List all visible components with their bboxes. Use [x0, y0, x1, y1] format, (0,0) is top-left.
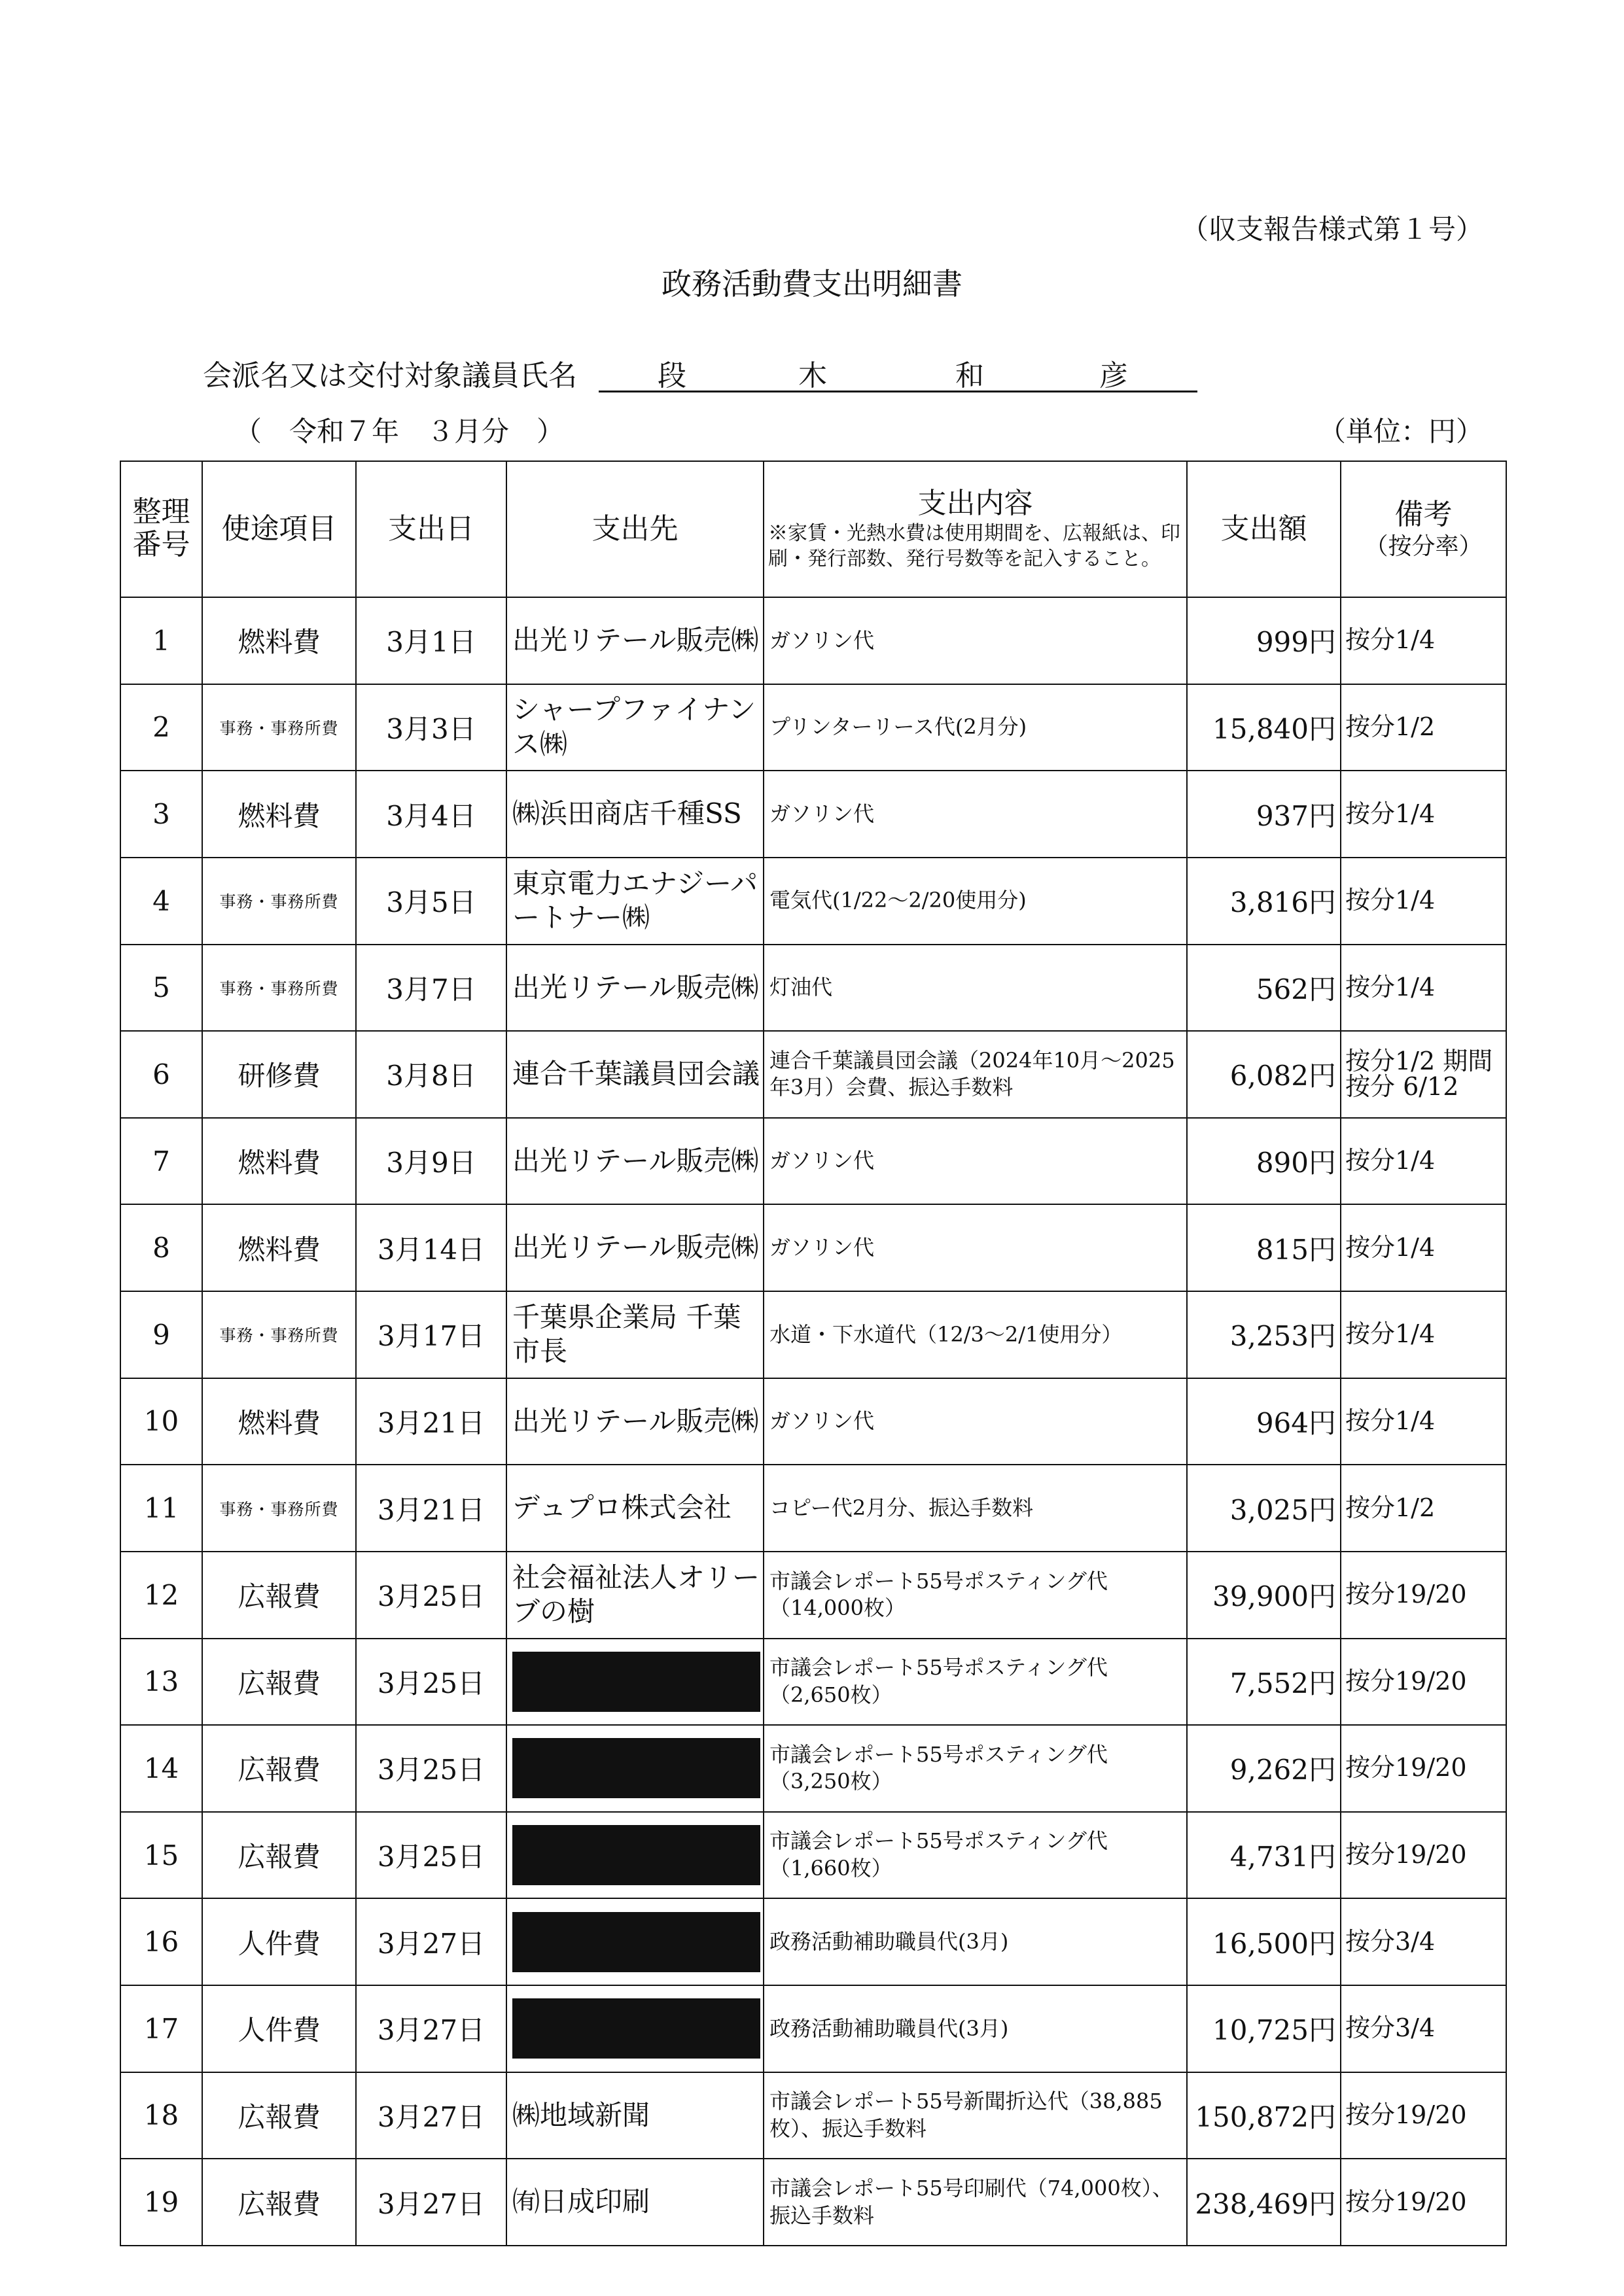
row-date: 3月25日: [356, 1552, 506, 1639]
row-number: 14: [120, 1725, 202, 1812]
header-category: 使途項目: [202, 461, 356, 597]
row-payee: 出光リテール販売㈱: [506, 945, 764, 1032]
row-content: 市議会レポート55号ポスティング代（14,000枚）: [764, 1552, 1187, 1639]
row-payee: 出光リテール販売㈱: [506, 1378, 764, 1465]
row-category: 事務・事務所費: [202, 858, 356, 945]
row-amount: 9,262円: [1187, 1725, 1341, 1812]
row-number: 6: [120, 1031, 202, 1118]
header-no: 整理番号: [120, 461, 202, 597]
member-name-char: 彦: [1099, 359, 1128, 392]
row-remarks: 按分19/20: [1341, 2072, 1506, 2159]
row-date: 3月25日: [356, 1639, 506, 1726]
table-row: [120, 945, 1506, 1032]
row-category: 広報費: [202, 2159, 356, 2246]
member-name-char: 段: [658, 359, 686, 392]
row-content: 市議会レポート55号新聞折込代（38,885枚）、振込手数料: [764, 2072, 1187, 2159]
row-category: 燃料費: [202, 1204, 356, 1291]
row-amount: 16,500円: [1187, 1898, 1341, 1985]
row-category: 広報費: [202, 1725, 356, 1812]
row-number: 7: [120, 1118, 202, 1205]
row-remarks: 按分19/20: [1341, 1552, 1506, 1639]
row-payee: シャープファイナンス㈱: [506, 684, 764, 771]
row-remarks: 按分3/4: [1341, 1985, 1506, 2072]
row-remarks: 按分3/4: [1341, 1898, 1506, 1985]
row-category: 広報費: [202, 1812, 356, 1899]
row-number: 19: [120, 2159, 202, 2246]
row-payee: ㈱浜田商店千種SS: [506, 771, 764, 858]
row-number: 1: [120, 597, 202, 684]
row-remarks: 按分19/20: [1341, 2159, 1506, 2246]
row-number: 11: [120, 1465, 202, 1552]
row-amount: 238,469円: [1187, 2159, 1341, 2246]
row-date: 3月27日: [356, 1898, 506, 1985]
row-number: 12: [120, 1552, 202, 1639]
row-payee: [506, 1898, 764, 1985]
row-category: 燃料費: [202, 1118, 356, 1205]
unit-label: （単位：円）: [1318, 415, 1483, 447]
row-category: 広報費: [202, 1639, 356, 1726]
row-payee: [506, 1812, 764, 1899]
row-remarks: 按分1/4: [1341, 1291, 1506, 1378]
row-content: ガソリン代: [764, 1118, 1187, 1205]
header-remarks-title: 備考: [1394, 498, 1453, 531]
row-content: 灯油代: [764, 945, 1187, 1032]
row-remarks: 按分19/20: [1341, 1812, 1506, 1899]
row-category: 事務・事務所費: [202, 684, 356, 771]
table-row: [120, 1378, 1506, 1465]
row-number: 4: [120, 858, 202, 945]
row-category: 広報費: [202, 1552, 356, 1639]
header-date: 支出日: [356, 461, 506, 597]
row-remarks: 按分1/4: [1341, 1118, 1506, 1205]
table-row: [120, 1985, 1506, 2072]
row-date: 3月17日: [356, 1291, 506, 1378]
row-amount: 150,872円: [1187, 2072, 1341, 2159]
header-amount: 支出額: [1187, 461, 1341, 597]
table-row: [120, 2159, 1506, 2246]
row-payee: ㈲日成印刷: [506, 2159, 764, 2246]
row-payee: 出光リテール販売㈱: [506, 1204, 764, 1291]
row-number: 8: [120, 1204, 202, 1291]
row-date: 3月27日: [356, 2159, 506, 2246]
row-category: 人件費: [202, 1898, 356, 1985]
row-number: 2: [120, 684, 202, 771]
row-number: 10: [120, 1378, 202, 1465]
row-payee: [506, 1639, 764, 1726]
row-content: ガソリン代: [764, 1204, 1187, 1291]
member-label: 会派名又は交付対象議員氏名: [203, 359, 577, 392]
period: （ 令和７年 ３月分 ）: [234, 415, 565, 447]
row-number: 9: [120, 1291, 202, 1378]
row-date: 3月27日: [356, 2072, 506, 2159]
row-amount: 10,725円: [1187, 1985, 1341, 2072]
row-payee: 出光リテール販売㈱: [506, 1118, 764, 1205]
header-row: [120, 461, 1506, 597]
header-content: [764, 461, 1187, 597]
row-remarks: 按分1/4: [1341, 771, 1506, 858]
redaction-bar: [512, 1912, 760, 1972]
row-number: 17: [120, 1985, 202, 2072]
row-date: 3月5日: [356, 858, 506, 945]
form-number: （収支報告様式第１号）: [1180, 213, 1483, 245]
row-content: 市議会レポート55号ポスティング代（3,250枚）: [764, 1725, 1187, 1812]
table-row: [120, 1639, 1506, 1726]
row-number: 16: [120, 1898, 202, 1985]
row-remarks: 按分1/4: [1341, 1378, 1506, 1465]
redaction-bar: [512, 1738, 760, 1798]
row-date: 3月3日: [356, 684, 506, 771]
row-content: 電気代(1/22～2/20使用分): [764, 858, 1187, 945]
row-content: 政務活動補助職員代(3月): [764, 1898, 1187, 1985]
row-content: ガソリン代: [764, 597, 1187, 684]
table-row: [120, 858, 1506, 945]
row-remarks: 按分1/2: [1341, 1465, 1506, 1552]
table-row: [120, 1204, 1506, 1291]
row-category: 事務・事務所費: [202, 945, 356, 1032]
row-content: 市議会レポート55号ポスティング代（1,660枚）: [764, 1812, 1187, 1899]
row-amount: 890円: [1187, 1118, 1341, 1205]
row-payee: 東京電力エナジーパートナー㈱: [506, 858, 764, 945]
row-amount: 39,900円: [1187, 1552, 1341, 1639]
row-content: 水道・下水道代（12/3～2/1使用分）: [764, 1291, 1187, 1378]
table-row: [120, 771, 1506, 858]
row-content: 市議会レポート55号ポスティング代（2,650枚）: [764, 1639, 1187, 1726]
row-number: 18: [120, 2072, 202, 2159]
row-content: 市議会レポート55号印刷代（74,000枚）、振込手数料: [764, 2159, 1187, 2246]
row-date: 3月14日: [356, 1204, 506, 1291]
table-row: [120, 2072, 1506, 2159]
row-date: 3月25日: [356, 1725, 506, 1812]
table-row: [120, 1031, 1506, 1118]
row-date: 3月1日: [356, 597, 506, 684]
table-row: [120, 1291, 1506, 1378]
table-row: [120, 1552, 1506, 1639]
row-date: 3月9日: [356, 1118, 506, 1205]
row-amount: 4,731円: [1187, 1812, 1341, 1899]
row-number: 5: [120, 945, 202, 1032]
row-amount: 15,840円: [1187, 684, 1341, 771]
row-amount: 7,552円: [1187, 1639, 1341, 1726]
table-row: [120, 1465, 1506, 1552]
table-body: [120, 597, 1506, 2246]
row-remarks: 按分1/2 期間按分 6/12: [1341, 1031, 1506, 1118]
row-amount: 937円: [1187, 771, 1341, 858]
row-category: 人件費: [202, 1985, 356, 2072]
header-content-title: 支出内容: [917, 486, 1033, 520]
row-remarks: 按分1/4: [1341, 945, 1506, 1032]
table-row: [120, 597, 1506, 684]
row-payee: ㈱地域新聞: [506, 2072, 764, 2159]
row-payee: 連合千葉議員団会議: [506, 1031, 764, 1118]
row-amount: 815円: [1187, 1204, 1341, 1291]
row-category: 燃料費: [202, 597, 356, 684]
redaction-bar: [512, 1652, 760, 1712]
row-date: 3月4日: [356, 771, 506, 858]
row-payee: デュプロ株式会社: [506, 1465, 764, 1552]
row-amount: 964円: [1187, 1378, 1341, 1465]
redaction-bar: [512, 1998, 760, 2059]
row-payee: 千葉県企業局 千葉市長: [506, 1291, 764, 1378]
row-amount: 999円: [1187, 597, 1341, 684]
row-category: 燃料費: [202, 1378, 356, 1465]
row-content: 政務活動補助職員代(3月): [764, 1985, 1187, 2072]
row-remarks: 按分1/4: [1341, 858, 1506, 945]
page-title: 政務活動費支出明細書: [662, 266, 962, 302]
table-row: [120, 1812, 1506, 1899]
row-date: 3月8日: [356, 1031, 506, 1118]
member-name-char: 和: [955, 359, 984, 392]
row-content: コピー代2月分、振込手数料: [764, 1465, 1187, 1552]
row-amount: 3,253円: [1187, 1291, 1341, 1378]
header-content-note: ※家賃・光熱水費は使用期間を、広報紙は、印刷・発行部数、発行号数等を記入すること。: [768, 522, 1180, 571]
row-number: 3: [120, 771, 202, 858]
row-remarks: 按分1/2: [1341, 684, 1506, 771]
row-payee: 出光リテール販売㈱: [506, 597, 764, 684]
row-content: 連合千葉議員団会議（2024年10月～2025年3月）会費、振込手数料: [764, 1031, 1187, 1118]
row-number: 15: [120, 1812, 202, 1899]
row-number: 13: [120, 1639, 202, 1726]
row-content: プリンターリース代(2月分): [764, 684, 1187, 771]
row-date: 3月27日: [356, 1985, 506, 2072]
redaction-bar: [512, 1825, 760, 1885]
row-amount: 3,025円: [1187, 1465, 1341, 1552]
row-remarks: 按分19/20: [1341, 1639, 1506, 1726]
header-remarks: [1341, 461, 1506, 597]
member-name-char: 木: [798, 359, 827, 392]
row-amount: 562円: [1187, 945, 1341, 1032]
name-underline: [599, 391, 1197, 392]
row-payee: 社会福祉法人オリーブの樹: [506, 1552, 764, 1639]
row-content: ガソリン代: [764, 771, 1187, 858]
row-payee: [506, 1725, 764, 1812]
row-payee: [506, 1985, 764, 2072]
row-date: 3月21日: [356, 1378, 506, 1465]
row-category: 燃料費: [202, 771, 356, 858]
row-category: 広報費: [202, 2072, 356, 2159]
table-row: [120, 1118, 1506, 1205]
row-date: 3月25日: [356, 1812, 506, 1899]
row-remarks: 按分1/4: [1341, 1204, 1506, 1291]
row-amount: 6,082円: [1187, 1031, 1341, 1118]
table-row: [120, 1898, 1506, 1985]
row-category: 事務・事務所費: [202, 1465, 356, 1552]
expense-table: [120, 461, 1507, 2246]
table-row: [120, 684, 1506, 771]
row-date: 3月21日: [356, 1465, 506, 1552]
row-amount: 3,816円: [1187, 858, 1341, 945]
row-remarks: 按分1/4: [1341, 597, 1506, 684]
row-content: ガソリン代: [764, 1378, 1187, 1465]
row-category: 事務・事務所費: [202, 1291, 356, 1378]
table-row: [120, 1725, 1506, 1812]
row-category: 研修費: [202, 1031, 356, 1118]
row-remarks: 按分19/20: [1341, 1725, 1506, 1812]
header-remarks-sub: （按分率）: [1364, 532, 1483, 560]
header-payee: 支出先: [506, 461, 764, 597]
row-date: 3月7日: [356, 945, 506, 1032]
